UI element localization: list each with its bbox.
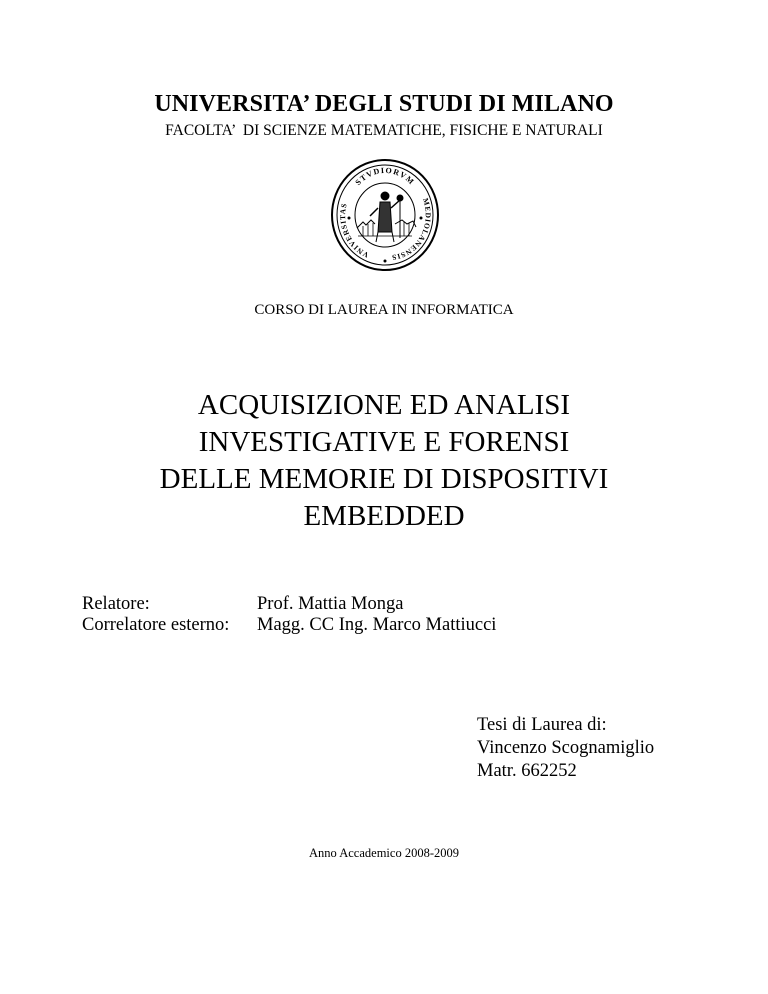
co-supervisor-row: [82, 615, 496, 636]
co-supervisor-role: Correlatore esterno:: [82, 615, 230, 635]
supervisor-row: [82, 594, 496, 615]
seal-text-left: VNIVERSITAS: [338, 201, 371, 260]
svg-text:STVDIORVM: [354, 166, 417, 187]
candidate-block: [477, 714, 654, 783]
faculty-name: FACOLTA’ DI SCIENZE MATEMATICHE, FISICHE E NATURALI: [165, 122, 603, 139]
candidate-name: Vincenzo Scognamiglio: [477, 738, 655, 758]
university-name: UNIVERSITA’ DEGLI STUDI DI MILANO: [154, 91, 614, 117]
co-supervisor-name: Magg. CC Ing. Marco Mattiucci: [257, 615, 497, 635]
thesis-title-line: INVESTIGATIVE E FORENSI: [198, 426, 570, 458]
thesis-title-line: EMBEDDED: [303, 500, 465, 532]
seal-text-top: STVDIORVM: [353, 165, 417, 187]
svg-text:VNIVERSITAS: [338, 202, 370, 260]
academic-year: Anno Accademico 2008-2009: [309, 846, 459, 860]
university-seal-icon: [330, 158, 440, 272]
seal-text-right: MEDIOLANENSIS: [390, 197, 433, 263]
supervisors-block: [82, 594, 496, 636]
course-name: CORSO DI LAUREA IN INFORMATICA: [254, 302, 514, 318]
candidate-matriculation: Matr. 662252: [477, 761, 577, 781]
supervisor-name: Prof. Mattia Monga: [257, 594, 404, 614]
candidate-label: Tesi di Laurea di:: [477, 715, 607, 735]
thesis-title-line: DELLE MEMORIE DI DISPOSITIVI: [159, 463, 609, 495]
thesis-title-line: ACQUISIZIONE ED ANALISI: [197, 389, 571, 421]
thesis-title: [0, 387, 768, 535]
supervisor-role: Relatore:: [82, 594, 150, 614]
